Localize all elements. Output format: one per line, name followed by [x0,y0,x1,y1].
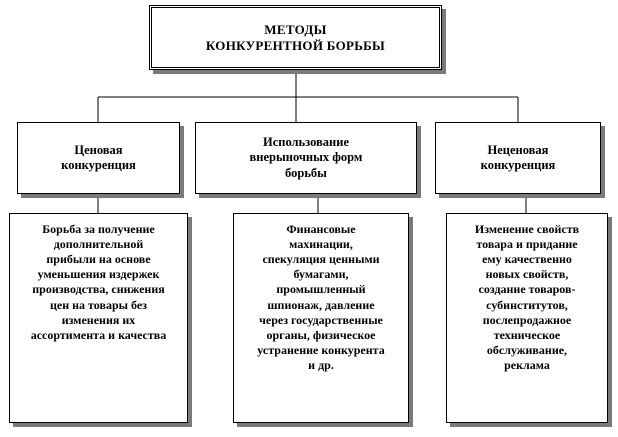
title-box [149,5,442,70]
description-text-non-price: Изменение свойств товара и придание ему качественно новых свойств, создание товаров- субинститутов, послепродажное техническое обслуживание, реклама [474,222,580,372]
title-line-1: МЕТОДЫ [264,21,327,37]
description-text-price: Борьба за получение дополнительной прибыли на основе уменьшения издержек производства, снижения цен на товары без изменения их ассортимента и качества [30,222,167,342]
method-label-price: Ценовая конкуренция [61,142,136,172]
method-box-non-price [435,122,601,194]
description-box-price [9,213,188,423]
method-box-price [17,122,180,194]
method-label-non-market: Использование внерыночных форм борьбы [249,135,363,180]
description-box-non-market [233,213,409,423]
method-box-non-market [195,122,417,194]
method-label-non-price: Неценовая конкуренция [480,142,556,172]
title-line-2: КОНКУРЕНТНОЙ БОРЬБЫ [205,37,386,53]
description-text-non-market: Финансовые махинации, спекуляция ценными бумагами, промышленный шпионаж, давление через государственные органы, физическое устранение конкурента и др. [257,222,385,372]
description-box-non-price [446,213,608,423]
